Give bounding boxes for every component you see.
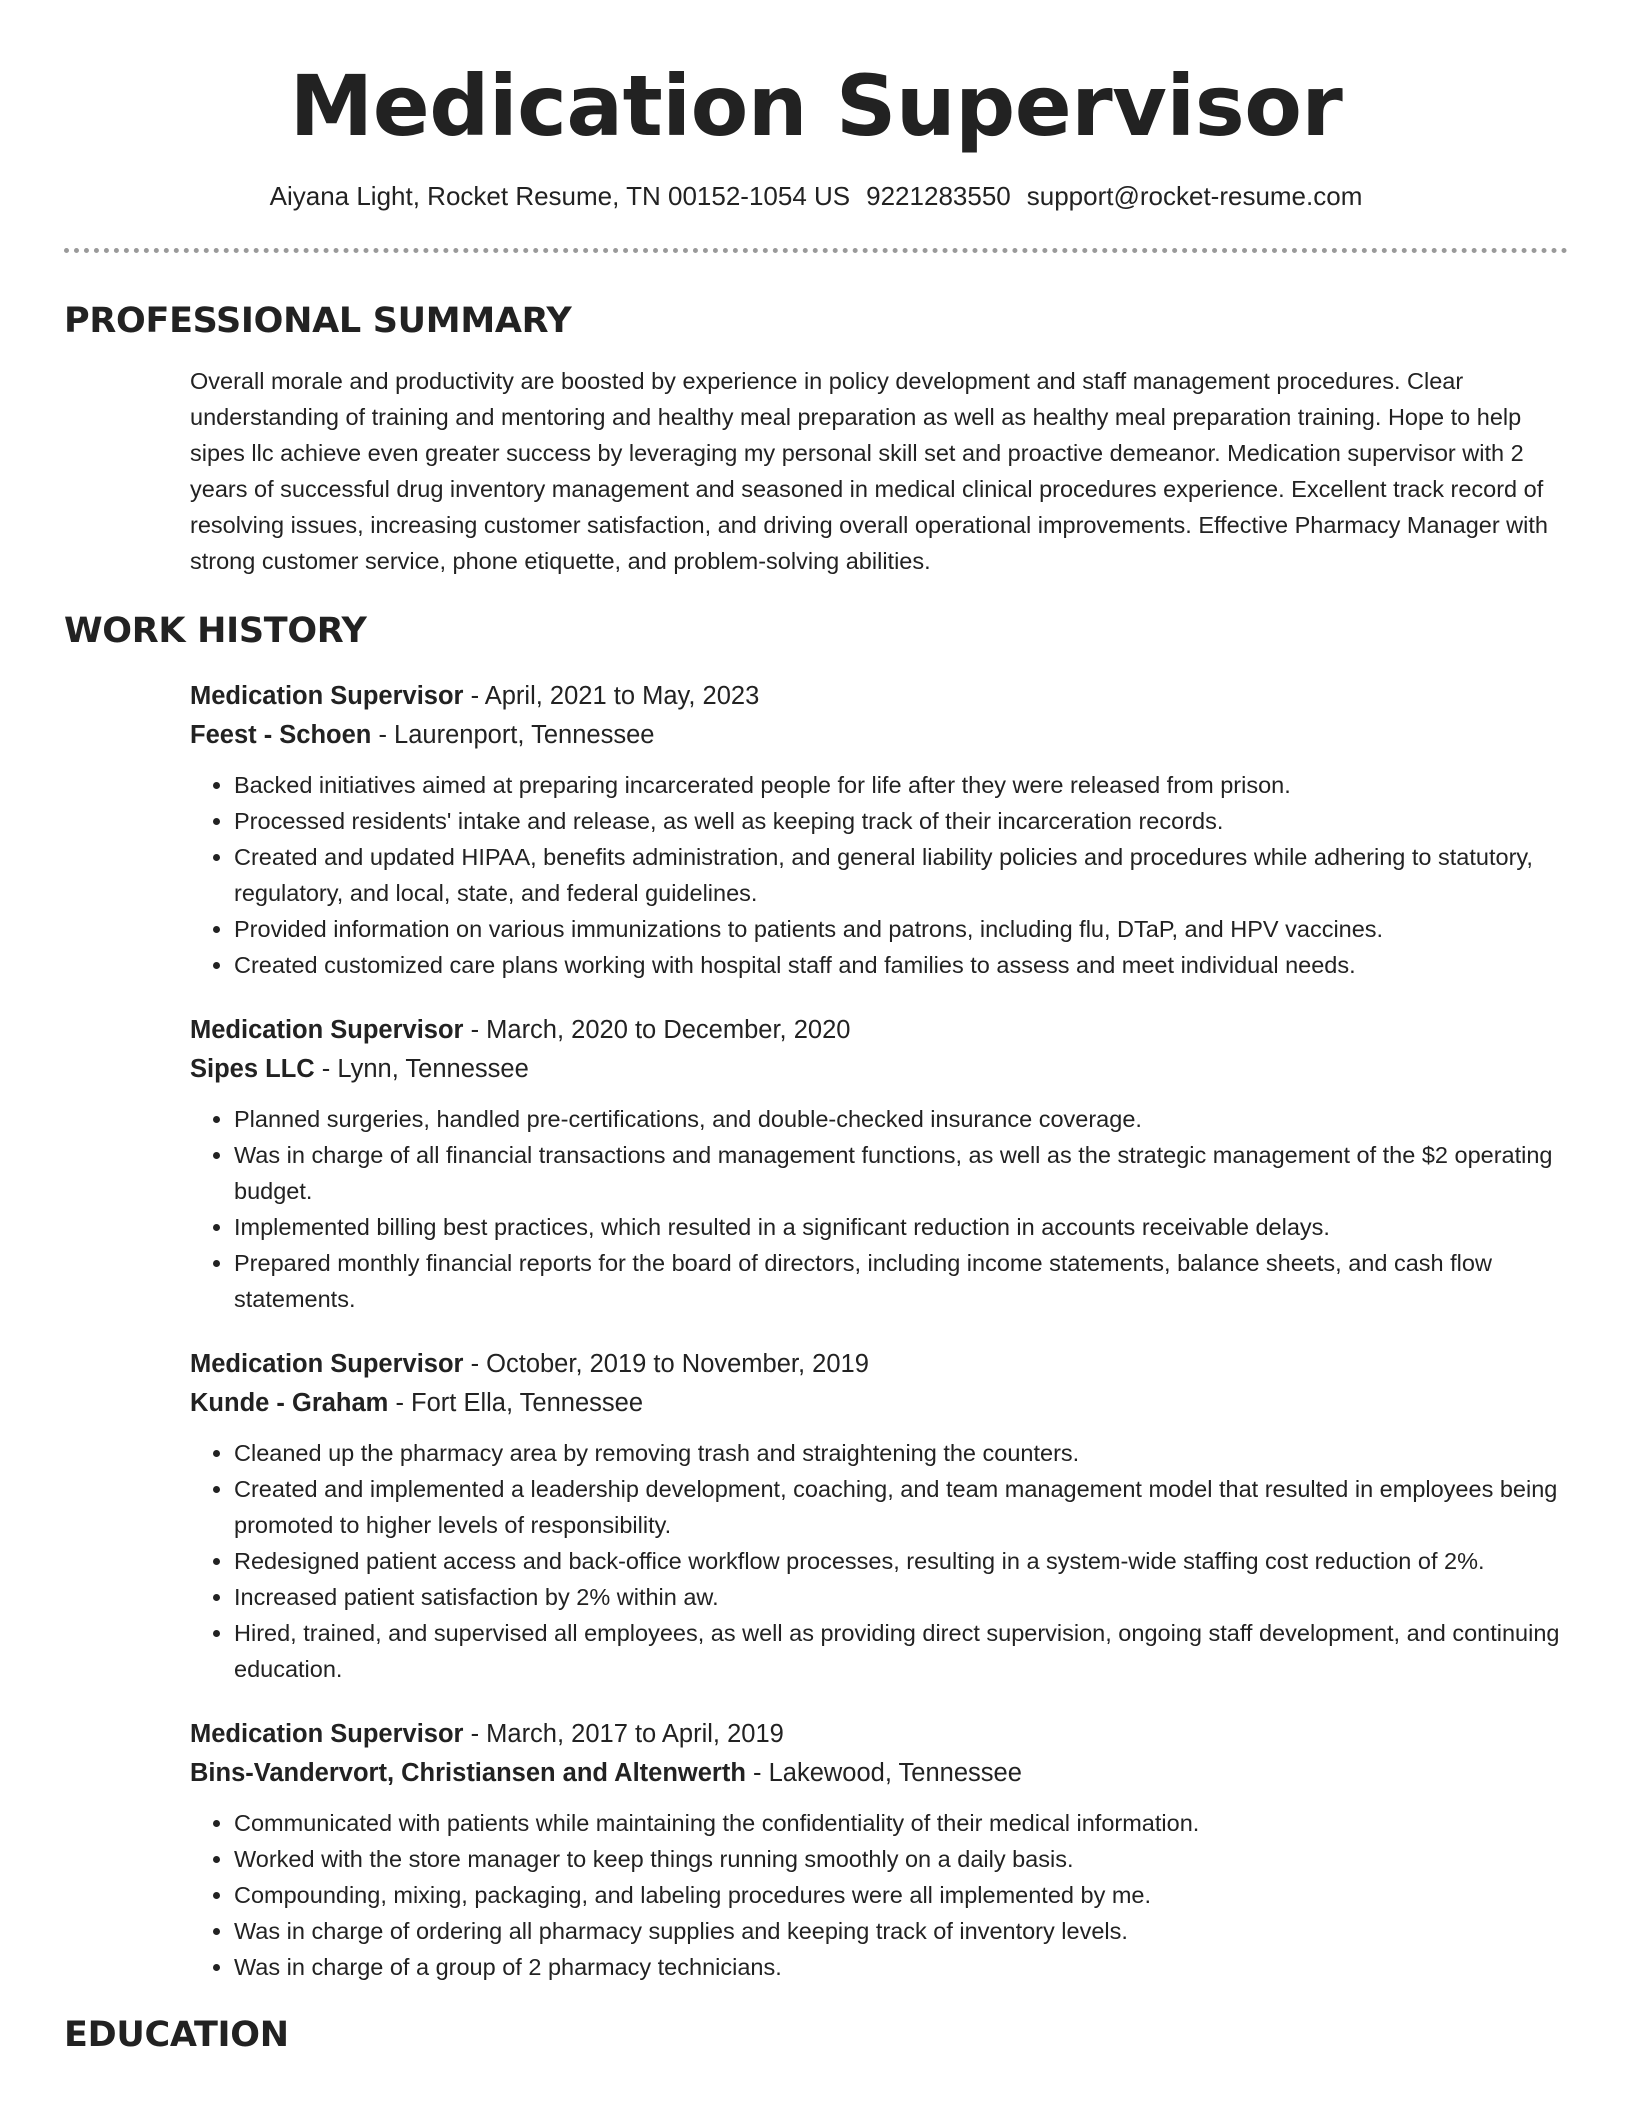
job-role: Medication Supervisor xyxy=(190,1016,464,1044)
job-bullets xyxy=(190,767,1568,983)
job-bullet: • Prepared monthly financial reports for the board of directors, including income statements, balance sheets, and cash flow statements. xyxy=(234,1245,1568,1317)
job-dates: - April, 2021 to May, 2023 xyxy=(463,682,760,710)
job-company-line xyxy=(190,1754,1568,1793)
job-bullet: • Cleaned up the pharmacy area by removing trash and straightening the counters. xyxy=(234,1435,1568,1471)
job-dates: - March, 2020 to December, 2020 xyxy=(463,1016,851,1044)
job-bullet: • Redesigned patient access and back-office workflow processes, resulting in a system-wide staffing cost reduction of 2%. xyxy=(234,1543,1568,1579)
job-bullets xyxy=(190,1805,1568,1985)
job-location: - Lakewood, Tennessee xyxy=(745,1759,1022,1787)
job-role: Medication Supervisor xyxy=(190,682,464,710)
summary-text: Overall morale and productivity are boosted by experience in policy development and staff management procedures. Clear understanding of training and mentoring and healthy meal preparation as well as healthy meal preparation training. Hope to help sipes llc achieve even greater success by leveraging my personal skill set and proactive demeanor. Medication supervisor with 2 years of successful drug inventory management and seasoned in medical clinical procedures experience. Excellent track record of resolving issues, increasing customer satisfaction, and driving overall operational improvements. Effective Pharmacy Manager with strong customer service, phone etiquette, and problem-solving abilities. xyxy=(190,368,1548,574)
job-role: Medication Supervisor xyxy=(190,1720,464,1748)
job-bullet: • Was in charge of ordering all pharmacy supplies and keeping track of inventory levels. xyxy=(234,1913,1568,1949)
job-location: - Lynn, Tennessee xyxy=(314,1055,529,1083)
job-location: - Fort Ella, Tennessee xyxy=(388,1389,644,1417)
resume-name: Medication Supervisor xyxy=(289,57,1343,155)
job-company: Bins-Vandervort, Christiansen and Altenwerth xyxy=(190,1759,746,1787)
job-bullet: • Provided information on various immunizations to patients and patrons, including flu, DTaP, and HPV vaccines. xyxy=(234,911,1568,947)
job-entry xyxy=(190,1011,1568,1317)
header-divider xyxy=(64,248,1568,253)
job-bullet: • Created and implemented a leadership development, coaching, and team management model that resulted in employees being promoted to higher levels of responsibility. xyxy=(234,1471,1568,1543)
job-bullets xyxy=(190,1101,1568,1317)
job-dates: - March, 2017 to April, 2019 xyxy=(463,1720,784,1748)
job-title-line xyxy=(190,1345,1568,1384)
job-company: Feest - Schoen xyxy=(190,721,372,749)
contact-email: support@rocket-resume.com xyxy=(1026,181,1363,211)
job-company-line xyxy=(190,1384,1568,1423)
job-company-line xyxy=(190,1050,1568,1089)
job-bullet: • Worked with the store manager to keep things running smoothly on a daily basis. xyxy=(234,1841,1568,1877)
job-bullet: • Communicated with patients while maintaining the confidentiality of their medical information. xyxy=(234,1805,1568,1841)
job-bullet: • Created customized care plans working with hospital staff and families to assess and meet individual needs. xyxy=(234,947,1568,983)
section-title-summary: PROFESSIONAL SUMMARY xyxy=(64,301,572,341)
job-bullet: • Hired, trained, and supervised all employees, as well as providing direct supervision, ongoing staff development, and continuing education. xyxy=(234,1615,1568,1687)
contact-line xyxy=(64,178,1568,214)
job-title-line xyxy=(190,677,1568,716)
job-bullet: • Increased patient satisfaction by 2% within aw. xyxy=(234,1579,1568,1615)
job-bullet: • Implemented billing best practices, which resulted in a significant reduction in accounts receivable delays. xyxy=(234,1209,1568,1245)
job-bullets xyxy=(190,1435,1568,1687)
job-title-line xyxy=(190,1715,1568,1754)
job-bullet: • Was in charge of a group of 2 pharmacy technicians. xyxy=(234,1949,1568,1985)
job-company: Sipes LLC xyxy=(190,1055,315,1083)
job-bullet: • Created and updated HIPAA, benefits administration, and general liability policies and procedures while adhering to statutory, regulatory, and local, state, and federal guidelines. xyxy=(234,839,1568,911)
job-entry xyxy=(190,1345,1568,1687)
job-bullet: • Planned surgeries, handled pre-certifications, and double-checked insurance coverage. xyxy=(234,1101,1568,1137)
job-company-line xyxy=(190,716,1568,755)
contact-phone: 9221283550 xyxy=(866,181,1011,211)
job-location: - Laurenport, Tennessee xyxy=(371,721,655,749)
job-bullet: • Was in charge of all financial transactions and management functions, as well as the strategic management of the $2 operating budget. xyxy=(234,1137,1568,1209)
job-entry xyxy=(190,1715,1568,1985)
job-bullet: • Compounding, mixing, packaging, and labeling procedures were all implemented by me. xyxy=(234,1877,1568,1913)
section-title-work-history: WORK HISTORY xyxy=(64,611,367,651)
contact-address: Aiyana Light, Rocket Resume, TN 00152-1054 US xyxy=(269,181,851,211)
job-dates: - October, 2019 to November, 2019 xyxy=(463,1350,869,1378)
job-entry xyxy=(190,677,1568,983)
job-title-line xyxy=(190,1011,1568,1050)
work-history-list xyxy=(190,677,1568,1985)
section-title-education: EDUCATION xyxy=(64,2015,289,2055)
job-bullet: • Backed initiatives aimed at preparing incarcerated people for life after they were released from prison. xyxy=(234,767,1568,803)
job-company: Kunde - Graham xyxy=(190,1389,389,1417)
job-bullet: • Processed residents' intake and release, as well as keeping track of their incarceration records. xyxy=(234,803,1568,839)
job-role: Medication Supervisor xyxy=(190,1350,464,1378)
